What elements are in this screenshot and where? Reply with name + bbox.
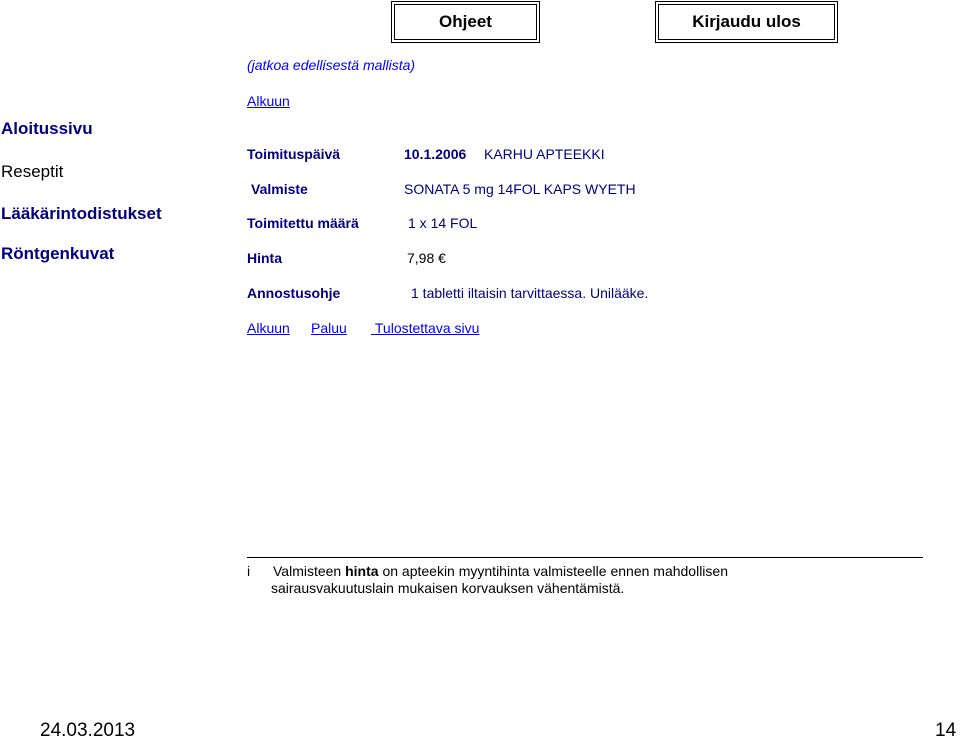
help-button[interactable]	[391, 1, 540, 43]
back-link[interactable]: Paluu	[311, 320, 347, 336]
printable-page-label: Tulostettava sivu	[374, 320, 480, 336]
footnote-line-1: Valmisteen hinta on apteekin myyntihinta valmisteelle ennen mahdollisen	[273, 563, 728, 579]
price-label: Hinta	[247, 250, 282, 266]
page-number: 14	[935, 720, 957, 741]
sidebar-item-home[interactable]: Aloitussivu	[1, 119, 93, 138]
top-link-bottom[interactable]: Alkuun	[247, 320, 290, 336]
help-button-label: Ohjeet	[439, 12, 492, 31]
quantity-label: Toimitettu määrä	[247, 215, 359, 231]
logout-button[interactable]	[655, 1, 838, 43]
product-label: Valmiste	[251, 181, 308, 197]
pharmacy-name: KARHU APTEEKKI	[484, 146, 605, 162]
logout-button-label: Kirjaudu ulos	[692, 12, 801, 31]
footnote-divider	[247, 557, 923, 558]
top-link[interactable]: Alkuun	[247, 93, 290, 109]
footer-date: 24.03.2013	[40, 720, 136, 741]
sidebar-item-medical-certificates[interactable]: Lääkärintodistukset	[1, 204, 162, 223]
sidebar-item-prescriptions[interactable]: Reseptit	[1, 162, 64, 181]
printable-page-link[interactable]	[371, 320, 479, 336]
delivery-date-label: Toimituspäivä	[247, 146, 341, 162]
price-value: 7,98 €	[407, 250, 446, 266]
quantity-value: 1 x 14 FOL	[408, 215, 478, 231]
dosage-value: 1 tabletti iltaisin tarvittaessa. Unilääke.	[411, 285, 649, 301]
delivery-date-value: 10.1.2006	[404, 146, 467, 162]
footnote-line-2: sairausvakuutuslain mukaisen korvauksen vähentämistä.	[271, 580, 625, 596]
dosage-label: Annostusohje	[247, 285, 341, 301]
continued-note: (jatkoa edellisestä mallista)	[247, 57, 416, 73]
footnote-marker: i	[247, 563, 251, 579]
sidebar-item-xrays[interactable]: Röntgenkuvat	[1, 244, 115, 263]
product-value: SONATA 5 mg 14FOL KAPS WYETH	[404, 181, 636, 197]
